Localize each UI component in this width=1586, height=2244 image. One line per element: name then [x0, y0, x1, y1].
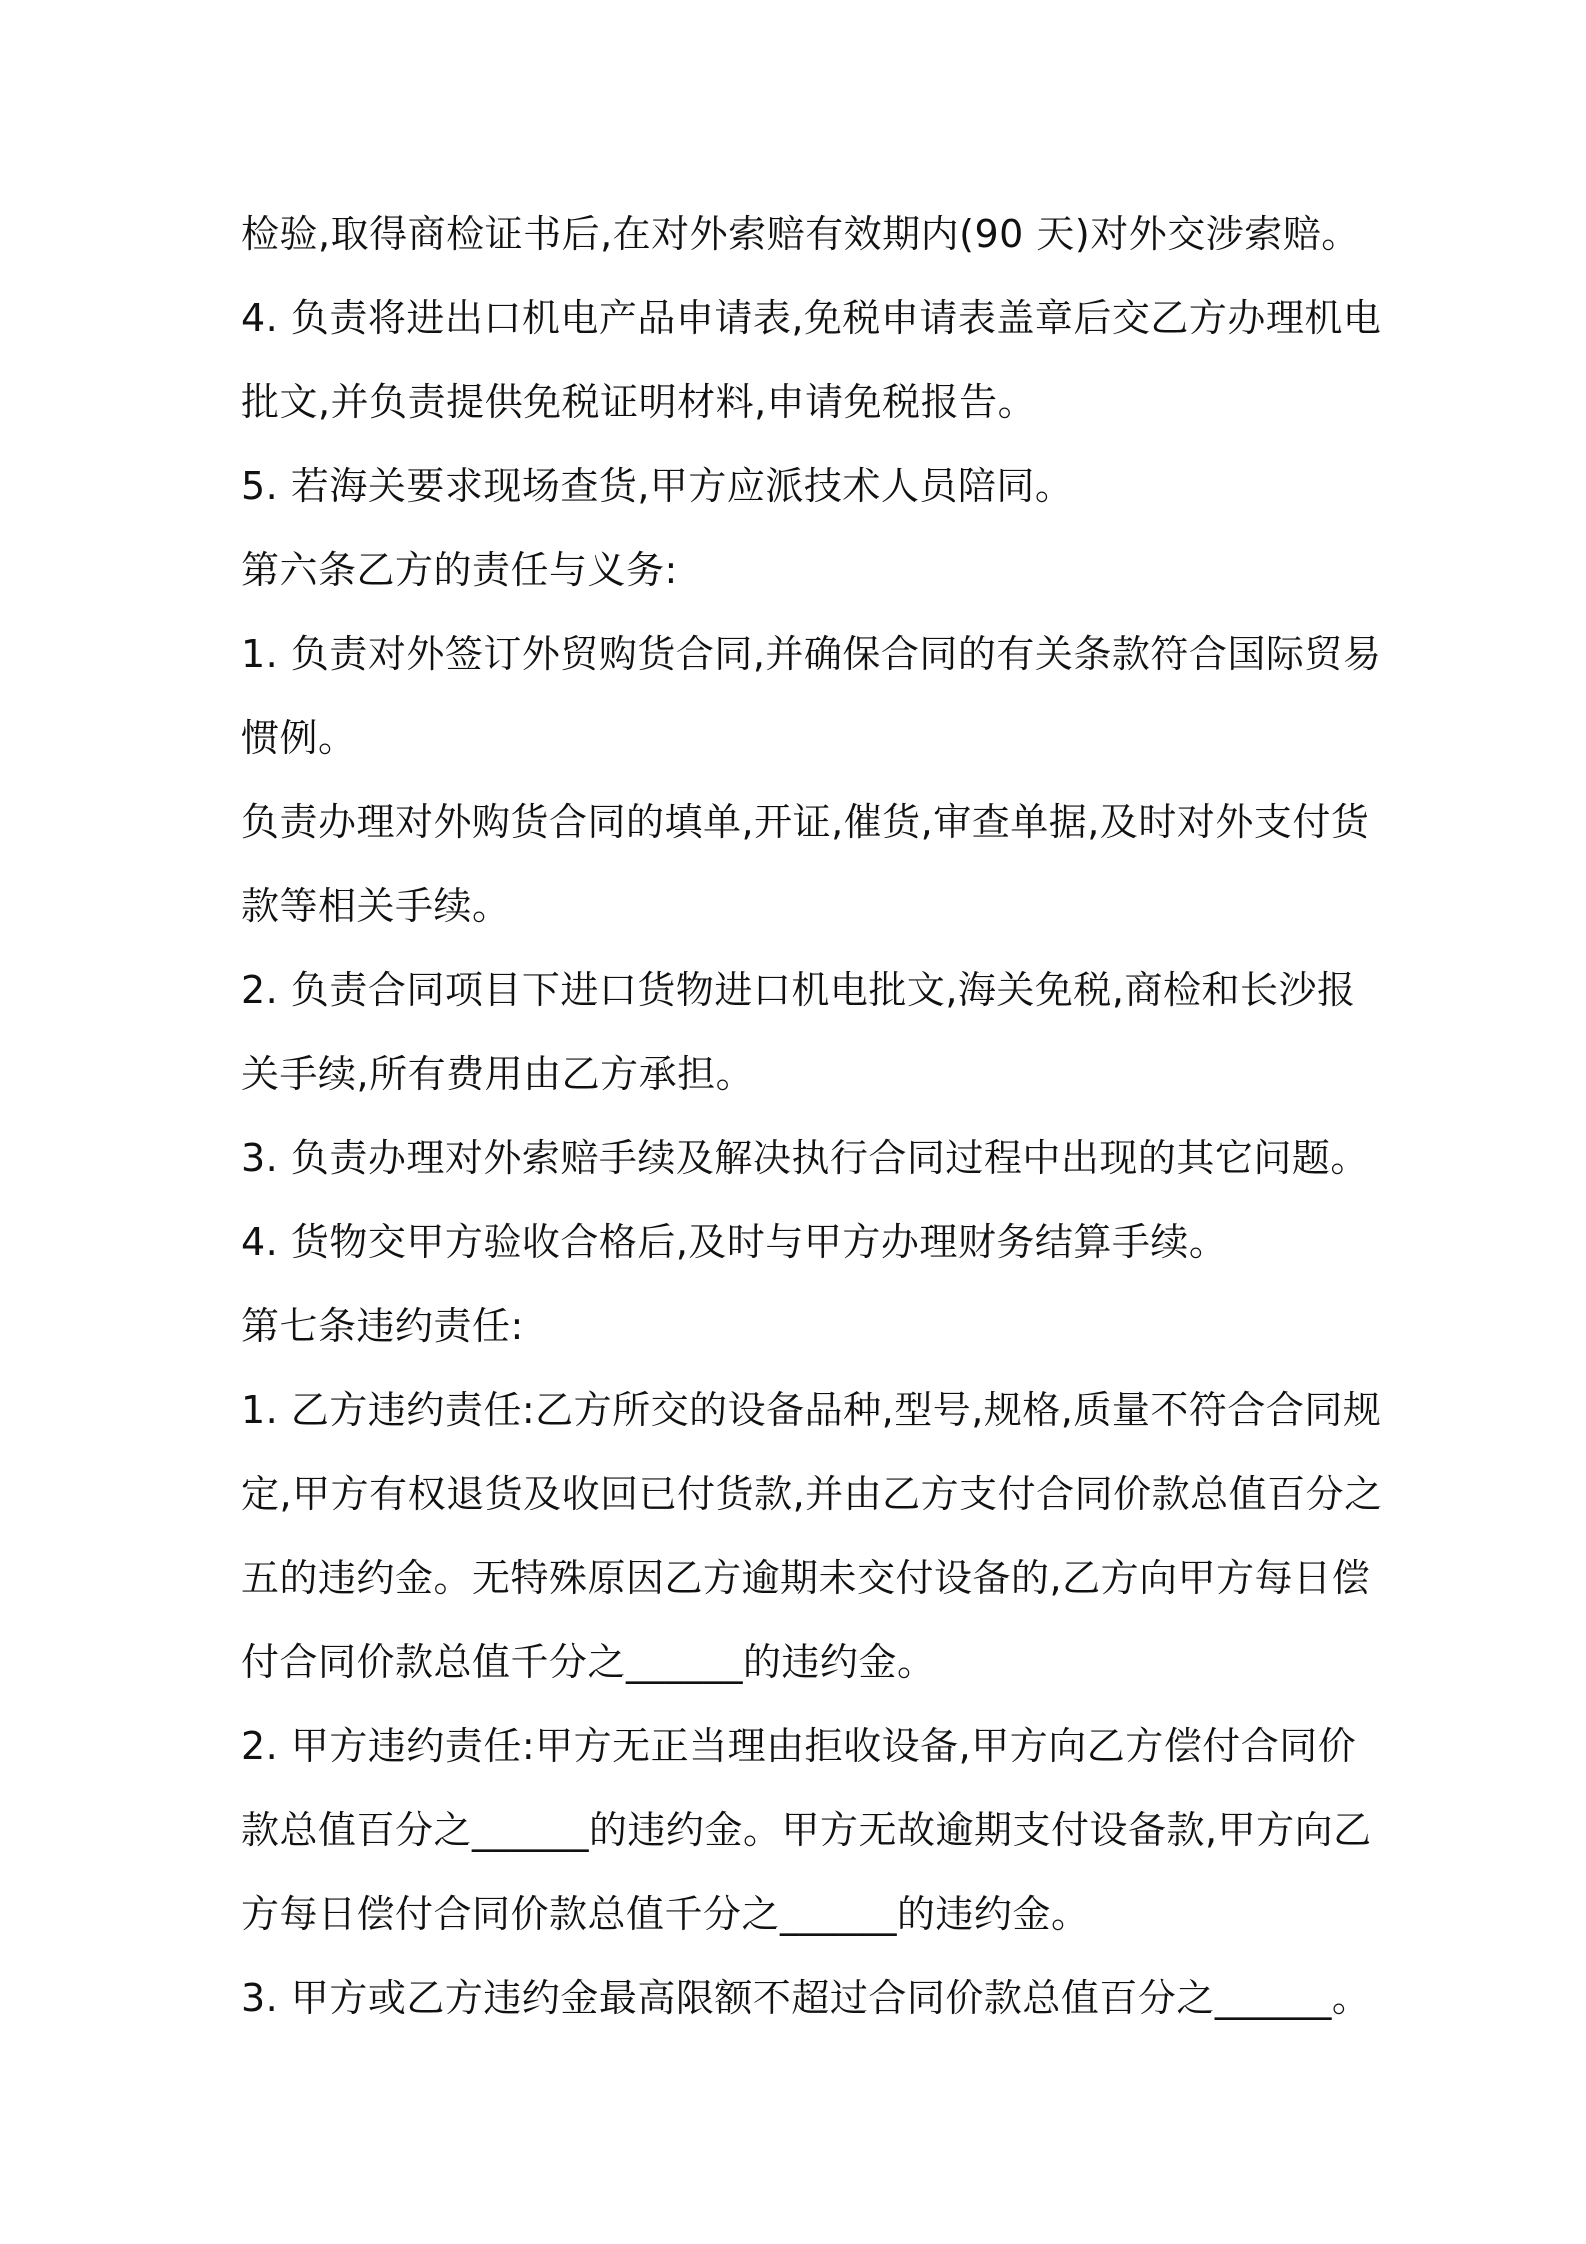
text-line: 款总值百分之______的违约金。甲方无故逾期支付设备款,甲方向乙 — [241, 1808, 1372, 1852]
section-heading: 第六条乙方的责任与义务: — [241, 548, 678, 592]
text-line: 付合同价款总值千分之______的违约金。 — [241, 1640, 936, 1684]
text-line: 2. 甲方违约责任:甲方无正当理由拒收设备,甲方向乙方偿付合同价 — [241, 1724, 1357, 1768]
document-body — [241, 192, 1383, 2040]
text-line: 5. 若海关要求现场查货,甲方应派技术人员陪同。 — [241, 464, 1074, 508]
text-line: 检验,取得商检证书后,在对外索赔有效期内(90 天)对外交涉索赔。 — [241, 212, 1360, 256]
text-line: 1. 乙方违约责任:乙方所交的设备品种,型号,规格,质量不符合合同规 — [241, 1388, 1382, 1432]
text-line: 1. 负责对外签订外贸购货合同,并确保合同的有关条款符合国际贸易 — [241, 632, 1382, 676]
text-line: 3. 负责办理对外索赔手续及解决执行合同过程中出现的其它问题。 — [241, 1136, 1369, 1180]
text-line: 负责办理对外购货合同的填单,开证,催货,审查单据,及时对外支付货 — [241, 800, 1370, 844]
text-line: 定,甲方有权退货及收回已付货款,并由乙方支付合同价款总值百分之 — [241, 1472, 1383, 1516]
text-line: 关手续,所有费用由乙方承担。 — [241, 1052, 755, 1096]
text-line: 4. 负责将进出口机电产品申请表,免税申请表盖章后交乙方办理机电 — [241, 296, 1382, 340]
text-line: 2. 负责合同项目下进口货物进口机电批文,海关免税,商检和长沙报 — [241, 968, 1356, 1012]
section-heading: 第七条违约责任: — [241, 1304, 524, 1348]
text-line: 批文,并负责提供免税证明材料,申请免税报告。 — [241, 380, 1037, 424]
text-line: 方每日偿付合同价款总值千分之______的违约金。 — [241, 1892, 1090, 1936]
text-line: 惯例。 — [241, 716, 357, 760]
text-line: 款等相关手续。 — [241, 884, 511, 928]
text-line: 4. 货物交甲方验收合格后,及时与甲方办理财务结算手续。 — [241, 1220, 1228, 1264]
text-line: 3. 甲方或乙方违约金最高限额不超过合同价款总值百分之______。 — [241, 1976, 1371, 2020]
text-line: 五的违约金。无特殊原因乙方逾期未交付设备的,乙方向甲方每日偿 — [241, 1556, 1371, 1600]
